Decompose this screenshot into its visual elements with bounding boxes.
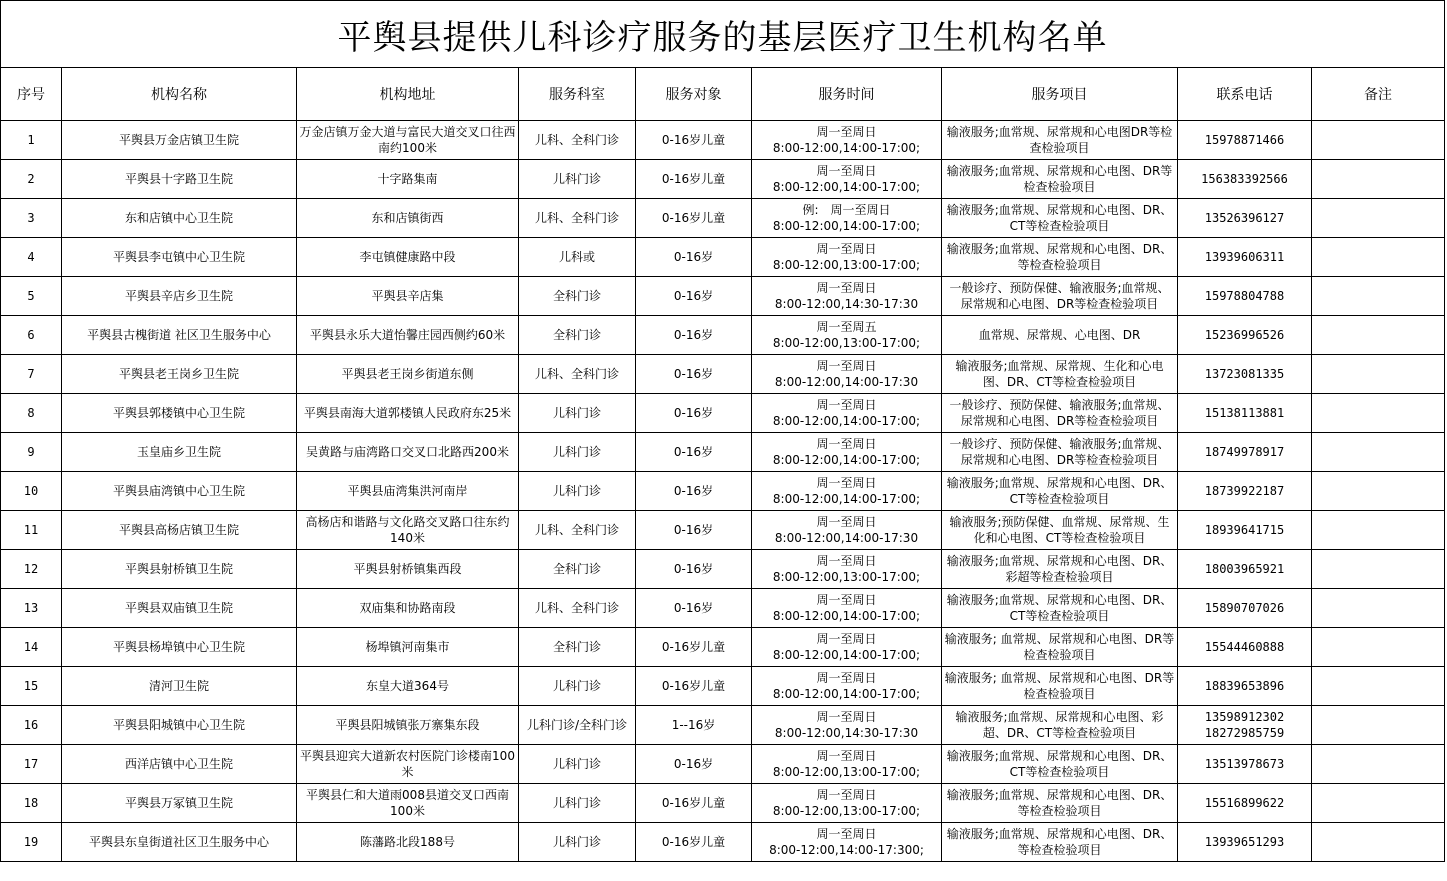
- cell-phone[interactable]: 15516899622: [1178, 784, 1312, 823]
- cell-name[interactable]: 平舆县万金店镇卫生院: [62, 121, 297, 160]
- cell-time[interactable]: [752, 355, 942, 394]
- time-hours: 8:00-12:00,14:00-17:30: [774, 375, 919, 389]
- cell-phone[interactable]: 18003965921: [1178, 550, 1312, 589]
- cell-target[interactable]: 1--16岁: [636, 706, 752, 745]
- cell-items[interactable]: 输液服务; 血常规、尿常规和心电图、DR等检查检验项目: [942, 628, 1178, 667]
- cell-phone[interactable]: 15138113881: [1178, 394, 1312, 433]
- cell-items[interactable]: 一般诊疗、预防保健、输液服务;血常规、尿常规和心电图、DR等检查检验项目: [942, 277, 1178, 316]
- cell-target[interactable]: 0-16岁儿童: [636, 199, 752, 238]
- cell-phone[interactable]: 18939641715: [1178, 511, 1312, 550]
- cell-address[interactable]: 陈藩路北段188号: [297, 823, 519, 862]
- cell-note[interactable]: [1312, 511, 1445, 550]
- cell-note[interactable]: [1312, 121, 1445, 160]
- cell-time[interactable]: [752, 628, 942, 667]
- time-hours: 8:00-12:00,14:00-17:30: [774, 531, 919, 545]
- cell-no[interactable]: 2: [1, 160, 62, 199]
- cell-note[interactable]: [1312, 199, 1445, 238]
- cell-target[interactable]: 0-16岁: [636, 394, 752, 433]
- cell-department[interactable]: 儿科门诊: [519, 394, 636, 433]
- cell-target[interactable]: 0-16岁儿童: [636, 121, 752, 160]
- cell-no[interactable]: 10: [1, 472, 62, 511]
- cell-name[interactable]: 东和店镇中心卫生院: [62, 199, 297, 238]
- cell-note[interactable]: [1312, 472, 1445, 511]
- table-row: [1, 121, 1445, 160]
- header-name[interactable]: 机构名称: [62, 68, 297, 121]
- cell-note[interactable]: [1312, 238, 1445, 277]
- cell-department[interactable]: 全科门诊: [519, 550, 636, 589]
- cell-note[interactable]: [1312, 784, 1445, 823]
- cell-target[interactable]: 0-16岁: [636, 355, 752, 394]
- cell-phone[interactable]: 13723081335: [1178, 355, 1312, 394]
- cell-items[interactable]: 输液服务;血常规、尿常规、生化和心电图、DR、CT等检查检验项目: [942, 355, 1178, 394]
- cell-name[interactable]: 玉皇庙乡卫生院: [62, 433, 297, 472]
- cell-items[interactable]: 血常规、尿常规、心电图、DR: [942, 316, 1178, 355]
- cell-phone[interactable]: 18739922187: [1178, 472, 1312, 511]
- cell-target[interactable]: 0-16岁: [636, 550, 752, 589]
- cell-name[interactable]: 平舆县万冢镇卫生院: [62, 784, 297, 823]
- cell-items[interactable]: 输液服务;血常规、尿常规和心电图、DR等检查检验项目: [942, 160, 1178, 199]
- cell-items[interactable]: 输液服务;血常规、尿常规和心电图、DR、等检查检验项目: [942, 238, 1178, 277]
- cell-note[interactable]: [1312, 823, 1445, 862]
- time-hours: 8:00-12:00,14:00-17:300;: [769, 843, 924, 857]
- cell-items[interactable]: 输液服务;血常规、尿常规和心电图、DR、等检查检验项目: [942, 823, 1178, 862]
- cell-no[interactable]: 13: [1, 589, 62, 628]
- cell-name[interactable]: 平舆县十字路卫生院: [62, 160, 297, 199]
- header-items[interactable]: 服务项目: [942, 68, 1178, 121]
- cell-note[interactable]: [1312, 706, 1445, 745]
- table-row: [1, 511, 1445, 550]
- cell-address[interactable]: 吴黄路与庙湾路口交叉口北路西200米: [297, 433, 519, 472]
- cell-name[interactable]: 平舆县辛店乡卫生院: [62, 277, 297, 316]
- cell-name[interactable]: 平舆县射桥镇卫生院: [62, 550, 297, 589]
- time-hours: 8:00-12:00,13:00-17:00;: [772, 336, 921, 350]
- time-hours: 8:00-12:00,14:00-17:00;: [772, 609, 921, 623]
- cell-no[interactable]: 5: [1, 277, 62, 316]
- cell-items[interactable]: 输液服务;血常规、尿常规和心电图、DR、CT等检查检验项目: [942, 589, 1178, 628]
- cell-time[interactable]: [752, 238, 942, 277]
- cell-address[interactable]: 万金店镇万金大道与富民大道交叉口往西南约100米: [297, 121, 519, 160]
- cell-address[interactable]: 平舆县阳城镇张万寨集东段: [297, 706, 519, 745]
- cell-time[interactable]: [752, 160, 942, 199]
- cell-items[interactable]: 输液服务; 血常规、尿常规和心电图、DR等检查检验项目: [942, 667, 1178, 706]
- phone-line: 18272985759: [1204, 726, 1285, 740]
- time-hours: 8:00-12:00,14:30-17:30: [774, 297, 919, 311]
- cell-target[interactable]: 0-16岁: [636, 472, 752, 511]
- cell-time[interactable]: [752, 823, 942, 862]
- cell-department[interactable]: 全科门诊: [519, 628, 636, 667]
- table-row: [1, 628, 1445, 667]
- cell-department[interactable]: 儿科门诊: [519, 160, 636, 199]
- cell-phone[interactable]: 13513978673: [1178, 745, 1312, 784]
- cell-department[interactable]: 儿科门诊/全科门诊: [519, 706, 636, 745]
- cell-address[interactable]: 平舆县老王岗乡街道东侧: [297, 355, 519, 394]
- time-days: 例: 周一至周日: [802, 203, 891, 217]
- cell-target[interactable]: 0-16岁: [636, 745, 752, 784]
- time-days: 周一至周日: [816, 632, 877, 646]
- time-hours: 8:00-12:00,14:00-17:00;: [772, 648, 921, 662]
- cell-name[interactable]: 平舆县古槐街道 社区卫生服务中心: [62, 316, 297, 355]
- cell-note[interactable]: [1312, 628, 1445, 667]
- cell-time[interactable]: [752, 472, 942, 511]
- cell-no[interactable]: 3: [1, 199, 62, 238]
- cell-note[interactable]: [1312, 745, 1445, 784]
- cell-items[interactable]: 输液服务;血常规、尿常规和心电图、DR、等检查检验项目: [942, 784, 1178, 823]
- time-hours: 8:00-12:00,13:00-17:00;: [772, 765, 921, 779]
- time-days: 周一至周日: [816, 281, 877, 295]
- time-hours: 8:00-12:00,14:00-17:00;: [772, 180, 921, 194]
- cell-name[interactable]: 平舆县庙湾镇中心卫生院: [62, 472, 297, 511]
- cell-address[interactable]: 双庙集和协路南段: [297, 589, 519, 628]
- cell-time[interactable]: [752, 511, 942, 550]
- cell-address[interactable]: 李屯镇健康路中段: [297, 238, 519, 277]
- cell-name[interactable]: 平舆县老王岗乡卫生院: [62, 355, 297, 394]
- cell-items[interactable]: 一般诊疗、预防保健、输液服务;血常规、尿常规和心电图、DR等检查检验项目: [942, 433, 1178, 472]
- cell-note[interactable]: [1312, 589, 1445, 628]
- cell-phone[interactable]: 18749978917: [1178, 433, 1312, 472]
- cell-note[interactable]: [1312, 355, 1445, 394]
- cell-target[interactable]: 0-16岁儿童: [636, 160, 752, 199]
- table-row: [1, 394, 1445, 433]
- cell-phone[interactable]: 15890707026: [1178, 589, 1312, 628]
- cell-department[interactable]: 儿科、全科门诊: [519, 355, 636, 394]
- cell-time[interactable]: [752, 745, 942, 784]
- cell-address[interactable]: 平舆县仁和大道雨008县道交叉口西南100米: [297, 784, 519, 823]
- time-days: 周一至周日: [816, 242, 877, 256]
- cell-address[interactable]: 平舆县庙湾集洪河南岸: [297, 472, 519, 511]
- cell-phone[interactable]: 13526396127: [1178, 199, 1312, 238]
- cell-phone[interactable]: 156383392566: [1178, 160, 1312, 199]
- header-no[interactable]: 序号: [1, 68, 62, 121]
- cell-phone[interactable]: 15544460888: [1178, 628, 1312, 667]
- table-row: [1, 784, 1445, 823]
- cell-address[interactable]: 高杨店和谐路与文化路交叉路口往东约140米: [297, 511, 519, 550]
- cell-items[interactable]: 输液服务;血常规、尿常规和心电图、DR、CT等检查检验项目: [942, 745, 1178, 784]
- header-department[interactable]: 服务科室: [519, 68, 636, 121]
- cell-phone[interactable]: 15978871466: [1178, 121, 1312, 160]
- time-days: 周一至周日: [816, 125, 877, 139]
- table-row: [1, 277, 1445, 316]
- cell-items[interactable]: 输液服务;血常规、尿常规和心电图DR等检查检验项目: [942, 121, 1178, 160]
- cell-department[interactable]: 儿科、全科门诊: [519, 199, 636, 238]
- time-days: 周一至周日: [816, 788, 877, 802]
- table-row: [1, 706, 1445, 745]
- cell-department[interactable]: 儿科、全科门诊: [519, 121, 636, 160]
- cell-no[interactable]: 18: [1, 784, 62, 823]
- cell-target[interactable]: 0-16岁: [636, 316, 752, 355]
- cell-department[interactable]: 全科门诊: [519, 316, 636, 355]
- cell-no[interactable]: 1: [1, 121, 62, 160]
- cell-name[interactable]: 平舆县双庙镇卫生院: [62, 589, 297, 628]
- time-hours: 8:00-12:00,14:30-17:30: [774, 726, 919, 740]
- cell-department[interactable]: 儿科门诊: [519, 823, 636, 862]
- cell-phone[interactable]: 18839653896: [1178, 667, 1312, 706]
- cell-items[interactable]: 输液服务;预防保健、血常规、尿常规、生化和心电图、CT等检查检验项目: [942, 511, 1178, 550]
- table-row: [1, 355, 1445, 394]
- header-phone[interactable]: 联系电话: [1178, 68, 1312, 121]
- cell-address[interactable]: 东皇大道364号: [297, 667, 519, 706]
- cell-target[interactable]: 0-16岁: [636, 433, 752, 472]
- cell-time[interactable]: [752, 589, 942, 628]
- table-row: [1, 433, 1445, 472]
- cell-time[interactable]: [752, 316, 942, 355]
- cell-items[interactable]: 一般诊疗、预防保健、输液服务;血常规、尿常规和心电图、DR等检查检验项目: [942, 394, 1178, 433]
- time-days: 周一至周日: [816, 593, 877, 607]
- cell-time[interactable]: [752, 277, 942, 316]
- cell-department[interactable]: 儿科或: [519, 238, 636, 277]
- cell-no[interactable]: 14: [1, 628, 62, 667]
- cell-department[interactable]: 全科门诊: [519, 277, 636, 316]
- cell-no[interactable]: 9: [1, 433, 62, 472]
- table-row: [1, 589, 1445, 628]
- cell-time[interactable]: [752, 784, 942, 823]
- cell-target[interactable]: 0-16岁儿童: [636, 784, 752, 823]
- time-hours: 8:00-12:00,14:00-17:00;: [772, 219, 921, 233]
- cell-department[interactable]: 儿科门诊: [519, 784, 636, 823]
- cell-time[interactable]: [752, 667, 942, 706]
- cell-address[interactable]: 平舆县永乐大道怡馨庄园西侧约60米: [297, 316, 519, 355]
- cell-no[interactable]: 11: [1, 511, 62, 550]
- time-days: 周一至周日: [816, 476, 877, 490]
- table-row: [1, 160, 1445, 199]
- cell-target[interactable]: 0-16岁儿童: [636, 823, 752, 862]
- cell-address[interactable]: 平舆县南海大道郭楼镇人民政府东25米: [297, 394, 519, 433]
- cell-no[interactable]: 19: [1, 823, 62, 862]
- cell-target[interactable]: 0-16岁儿童: [636, 628, 752, 667]
- header-time[interactable]: 服务时间: [752, 68, 942, 121]
- table-row: [1, 550, 1445, 589]
- time-days: 周一至周五: [816, 320, 877, 334]
- cell-address[interactable]: 平舆县射桥镇集西段: [297, 550, 519, 589]
- cell-items[interactable]: 输液服务;血常规、尿常规和心电图、DR、彩超等检查检验项目: [942, 550, 1178, 589]
- sheet-title: 平舆县提供儿科诊疗服务的基层医疗卫生机构名单: [1, 1, 1445, 68]
- cell-no[interactable]: 6: [1, 316, 62, 355]
- table-row: [1, 472, 1445, 511]
- time-hours: 8:00-12:00,13:00-17:00;: [772, 804, 921, 818]
- cell-time[interactable]: [752, 121, 942, 160]
- time-hours: 8:00-12:00,14:00-17:00;: [772, 687, 921, 701]
- table-row: [1, 823, 1445, 862]
- cell-name[interactable]: 平舆县郭楼镇中心卫生院: [62, 394, 297, 433]
- cell-phone[interactable]: 15236996526: [1178, 316, 1312, 355]
- cell-phone[interactable]: 13939651293: [1178, 823, 1312, 862]
- cell-phone[interactable]: 13939606311: [1178, 238, 1312, 277]
- cell-phone[interactable]: [1178, 706, 1312, 745]
- cell-items[interactable]: 输液服务;血常规、尿常规和心电图、DR、CT等检查检验项目: [942, 199, 1178, 238]
- cell-time[interactable]: [752, 433, 942, 472]
- cell-items[interactable]: 输液服务;血常规、尿常规和心电图、彩超、DR、CT等检查检验项目: [942, 706, 1178, 745]
- cell-address[interactable]: 平舆县辛店集: [297, 277, 519, 316]
- cell-target[interactable]: 0-16岁: [636, 238, 752, 277]
- cell-no[interactable]: 4: [1, 238, 62, 277]
- cell-time[interactable]: [752, 394, 942, 433]
- cell-target[interactable]: 0-16岁: [636, 511, 752, 550]
- cell-name[interactable]: 平舆县李屯镇中心卫生院: [62, 238, 297, 277]
- time-days: 周一至周日: [816, 827, 877, 841]
- cell-time[interactable]: [752, 550, 942, 589]
- table-row: [1, 667, 1445, 706]
- time-days: 周一至周日: [816, 554, 877, 568]
- cell-items[interactable]: 输液服务;血常规、尿常规和心电图、DR、CT等检查检验项目: [942, 472, 1178, 511]
- time-days: 周一至周日: [816, 437, 877, 451]
- cell-address[interactable]: 东和店镇街西: [297, 199, 519, 238]
- table-row: [1, 745, 1445, 784]
- table-row: [1, 316, 1445, 355]
- cell-address[interactable]: 杨埠镇河南集市: [297, 628, 519, 667]
- table-body: [1, 121, 1445, 862]
- time-hours: 8:00-12:00,14:00-17:00;: [772, 141, 921, 155]
- cell-phone[interactable]: 15978804788: [1178, 277, 1312, 316]
- cell-no[interactable]: 7: [1, 355, 62, 394]
- table-row: [1, 199, 1445, 238]
- time-days: 周一至周日: [816, 398, 877, 412]
- header-note[interactable]: 备注: [1312, 68, 1445, 121]
- time-hours: 8:00-12:00,13:00-17:00;: [772, 258, 921, 272]
- time-days: 周一至周日: [816, 515, 877, 529]
- time-hours: 8:00-12:00,13:00-17:00;: [772, 570, 921, 584]
- phone-line: 13598912302: [1204, 710, 1285, 724]
- cell-no[interactable]: 16: [1, 706, 62, 745]
- time-days: 周一至周日: [816, 671, 877, 685]
- header-address[interactable]: 机构地址: [297, 68, 519, 121]
- cell-target[interactable]: 0-16岁儿童: [636, 667, 752, 706]
- cell-target[interactable]: 0-16岁: [636, 589, 752, 628]
- cell-note[interactable]: [1312, 550, 1445, 589]
- time-days: 周一至周日: [816, 710, 877, 724]
- cell-target[interactable]: 0-16岁: [636, 277, 752, 316]
- cell-note[interactable]: [1312, 316, 1445, 355]
- cell-address[interactable]: 平舆县迎宾大道新农村医院门诊楼南100米: [297, 745, 519, 784]
- cell-department[interactable]: 儿科门诊: [519, 667, 636, 706]
- cell-address[interactable]: 十字路集南: [297, 160, 519, 199]
- cell-no[interactable]: 15: [1, 667, 62, 706]
- cell-time[interactable]: [752, 706, 942, 745]
- cell-name[interactable]: 平舆县杨埠镇中心卫生院: [62, 628, 297, 667]
- time-days: 周一至周日: [816, 164, 877, 178]
- time-hours: 8:00-12:00,14:00-17:00;: [772, 414, 921, 428]
- time-days: 周一至周日: [816, 359, 877, 373]
- cell-no[interactable]: 12: [1, 550, 62, 589]
- cell-note[interactable]: [1312, 394, 1445, 433]
- cell-department[interactable]: 儿科、全科门诊: [519, 589, 636, 628]
- header-target[interactable]: 服务对象: [636, 68, 752, 121]
- cell-name[interactable]: 平舆县高杨店镇卫生院: [62, 511, 297, 550]
- cell-no[interactable]: 8: [1, 394, 62, 433]
- cell-department[interactable]: 儿科、全科门诊: [519, 511, 636, 550]
- cell-name[interactable]: 平舆县东皇街道社区卫生服务中心: [62, 823, 297, 862]
- cell-department[interactable]: 儿科门诊: [519, 745, 636, 784]
- cell-note[interactable]: [1312, 277, 1445, 316]
- cell-note[interactable]: [1312, 667, 1445, 706]
- time-hours: 8:00-12:00,14:00-17:00;: [772, 492, 921, 506]
- cell-department[interactable]: 儿科门诊: [519, 472, 636, 511]
- cell-note[interactable]: [1312, 433, 1445, 472]
- cell-name[interactable]: 西洋店镇中心卫生院: [62, 745, 297, 784]
- time-hours: 8:00-12:00,14:00-17:00;: [772, 453, 921, 467]
- cell-note[interactable]: [1312, 160, 1445, 199]
- cell-no[interactable]: 17: [1, 745, 62, 784]
- table-row: [1, 238, 1445, 277]
- cell-department[interactable]: 儿科门诊: [519, 433, 636, 472]
- cell-time[interactable]: [752, 199, 942, 238]
- time-days: 周一至周日: [816, 749, 877, 763]
- cell-name[interactable]: 平舆县阳城镇中心卫生院: [62, 706, 297, 745]
- cell-name[interactable]: 清河卫生院: [62, 667, 297, 706]
